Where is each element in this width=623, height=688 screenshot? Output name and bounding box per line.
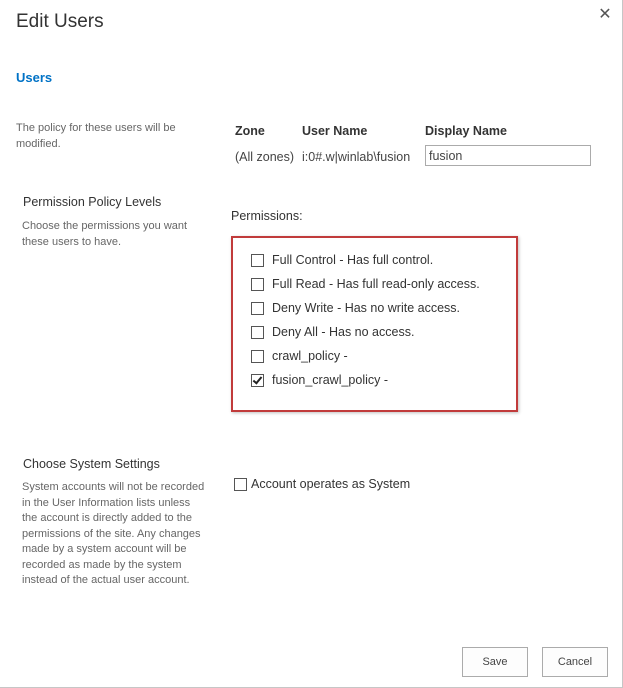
display-name-input[interactable] xyxy=(425,145,591,166)
permission-deny-all[interactable] xyxy=(251,324,414,340)
full-read-checkbox[interactable] xyxy=(251,278,264,291)
users-section-heading: Users xyxy=(16,70,53,85)
permission-deny-write[interactable] xyxy=(251,300,460,316)
permission-label: crawl_policy - xyxy=(272,349,348,363)
crawl-policy-checkbox[interactable] xyxy=(251,350,264,363)
permission-label: Deny Write - Has no write access. xyxy=(272,301,461,315)
permission-crawl-policy[interactable] xyxy=(251,348,348,364)
cancel-button[interactable]: Cancel xyxy=(542,647,608,677)
system-section-title: Choose System Settings xyxy=(23,457,160,471)
permissions-label: Permissions: xyxy=(231,209,303,223)
permission-label: Full Read - Has full read-only access. xyxy=(272,277,480,291)
display-name-column-header: Display Name xyxy=(425,124,507,138)
users-description: The policy for these users will be modified. xyxy=(16,122,176,150)
fusion-crawl-policy-checkbox[interactable] xyxy=(251,374,264,387)
deny-all-checkbox[interactable] xyxy=(251,326,264,339)
system-account-checkbox[interactable] xyxy=(234,478,247,491)
permission-full-control[interactable] xyxy=(251,252,433,268)
zone-value: (All zones) xyxy=(235,150,295,164)
user-name-value: i:0#.w|winlab\fusion xyxy=(302,150,411,164)
permission-full-read[interactable] xyxy=(251,276,480,292)
deny-write-checkbox[interactable] xyxy=(251,302,264,315)
account-operates-as-system[interactable] xyxy=(234,477,410,491)
zone-column-header: Zone xyxy=(235,124,265,138)
permission-description: Choose the permissions you want these users to have. xyxy=(22,220,188,248)
permission-label: Deny All - Has no access. xyxy=(272,325,415,339)
user-name-column-header: User Name xyxy=(302,124,368,138)
dialog-title: Edit Users xyxy=(16,11,104,32)
close-icon[interactable]: ✕ xyxy=(598,6,612,23)
permission-fusion-crawl-policy[interactable] xyxy=(251,372,388,388)
system-account-label: Account operates as System xyxy=(251,477,411,491)
system-description: System accounts will not be recorded in the User Information lists unless the account is directly added to the permissions of the site. Any changes made by a system account will be recorded as made by the system instead of the actual user account. xyxy=(22,481,205,586)
permission-label: Full Control - Has full control. xyxy=(272,253,434,267)
permissions-list xyxy=(231,236,518,412)
full-control-checkbox[interactable] xyxy=(251,254,264,267)
permission-section-title: Permission Policy Levels xyxy=(23,195,162,209)
permission-label: fusion_crawl_policy - xyxy=(272,373,389,387)
save-button[interactable]: Save xyxy=(462,647,528,677)
